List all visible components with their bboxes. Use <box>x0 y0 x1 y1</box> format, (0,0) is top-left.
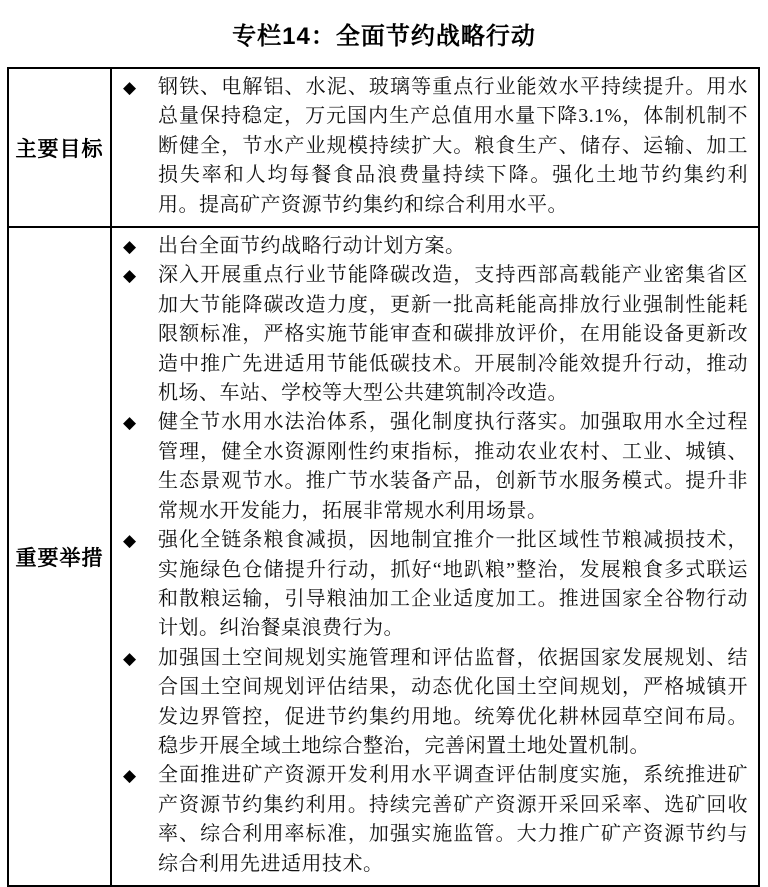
bullet-text: 加强国土空间规划实施管理和评估监督，依据国家发展规划、结合国土空间规划评估结果，动态优化国土空间规划，严格城镇开发边界管控，促进节约集约用地。统筹优化耕林园草空间布局。稳步开展全域土地综合整治，完善闲置土地处置机制。 <box>158 646 748 757</box>
diamond-bullet-icon: ◆ <box>123 237 137 257</box>
row-label-key-measures: 重要举措 <box>9 226 112 885</box>
column-table <box>7 67 760 887</box>
row-label-main-goals: 主要目标 <box>9 69 112 226</box>
bullet-text: 出台全面节约战略行动计划方案。 <box>158 235 466 258</box>
bullet-text: 钢铁、电解铝、水泥、玻璃等重点行业能效水平持续提升。用水总量保持稳定，万元国内生产总值用水量下降3.1%，体制机制不断健全，节水产业规模持续扩大。粮食生产、储存、运输、加工损失率和人均每餐食品浪费量持续下降。强化土地节约集约利用。提高矿产资源节约集约和综合利用水平。 <box>158 76 748 216</box>
list-item <box>112 644 758 762</box>
list-item <box>112 408 758 526</box>
diamond-bullet-icon: ◆ <box>123 266 137 286</box>
diamond-bullet-icon: ◆ <box>123 78 137 97</box>
list-item <box>112 761 758 879</box>
bullet-text: 深入开展重点行业节能降碳改造，支持西部高载能产业密集省区加大节能降碳改造力度，更新一批高耗能高排放行业强制性能耗限额标准，严格实施节能审查和碳排放评价，在用能设备更新改造中推广先进适用节能低碳技术。开展制冷能效提升行动，推动机场、车站、学校等大型公共建筑制冷改造。 <box>158 264 748 405</box>
bullet-text: 强化全链条粮食减损，因地制宜推介一批区域性节粮减损技术，实施绿色仓储提升行动，抓好“地趴粮”整治，发展粮食多式联运和散粮运输，引导粮油加工企业适度加工。推进国家全谷物行动计划。纠治餐桌浪费行为。 <box>158 529 748 640</box>
diamond-bullet-icon: ◆ <box>123 531 137 551</box>
diamond-bullet-icon: ◆ <box>123 413 137 433</box>
list-item <box>112 232 758 261</box>
bullet-text: 健全节水用水法治体系，强化制度执行落实。加强取用水全过程管理，健全水资源刚性约束指标，推动农业农村、工业、城镇、生态景观节水。推广节水装备产品，创新节水服务模式。提升非常规水开发能力，拓展非常规水利用场景。 <box>158 411 748 522</box>
diamond-bullet-icon: ◆ <box>123 766 137 786</box>
list-item <box>112 261 758 408</box>
diamond-bullet-icon: ◆ <box>123 648 137 668</box>
main-goals-content <box>112 69 758 226</box>
bullet-text: 全面推进矿产资源开发利用水平调查评估制度实施，系统推进矿产资源节约集约利用。持续完善矿产资源开采回采率、选矿回收率、综合利用率标准，加强实施监管。大力推广矿产资源节约与综合利用先进适用技术。 <box>158 764 748 875</box>
page-title: 专栏14：全面节约战略行动 <box>232 23 536 50</box>
list-item <box>112 73 758 220</box>
list-item <box>112 526 758 644</box>
key-measures-content <box>112 226 758 885</box>
